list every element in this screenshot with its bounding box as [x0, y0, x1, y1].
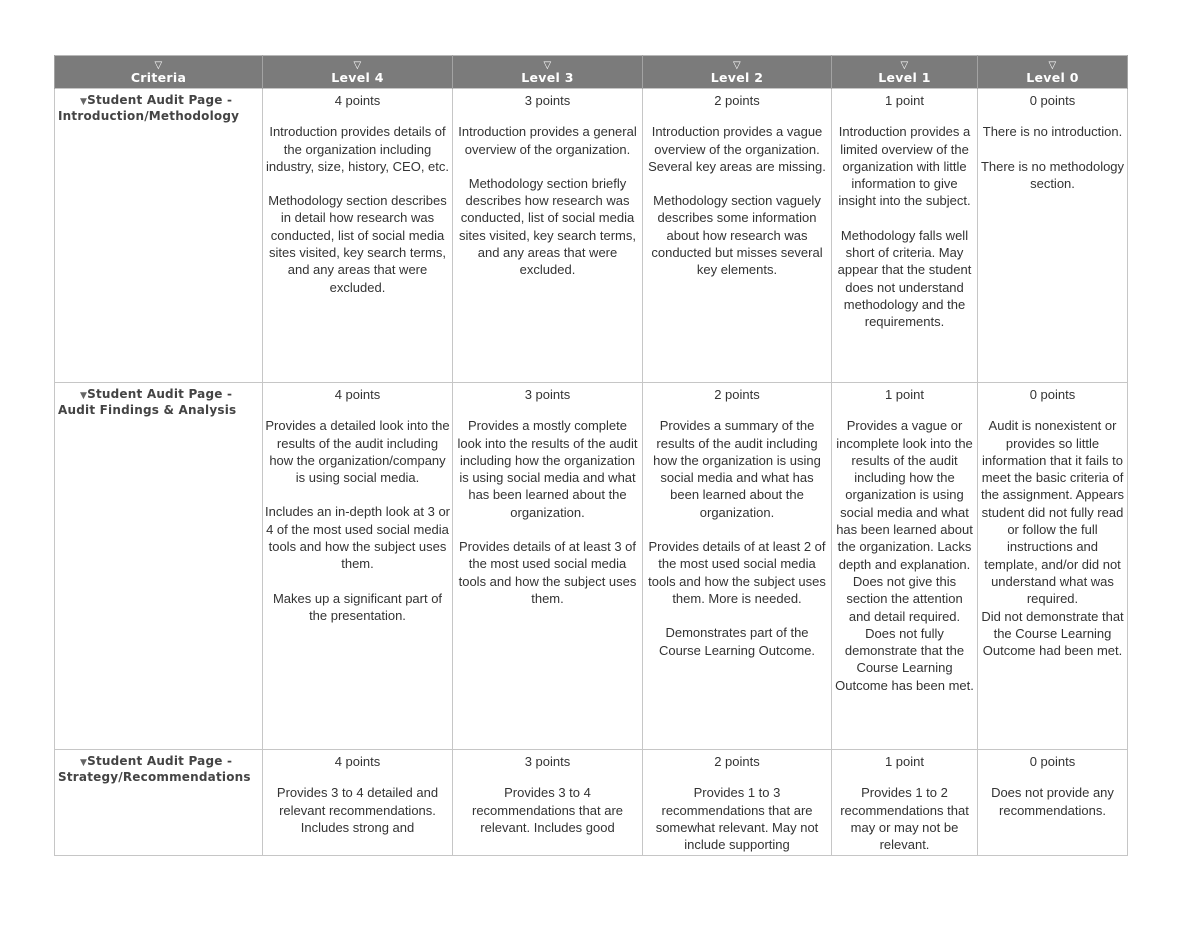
rating-cell-level-4[interactable]: [263, 750, 453, 856]
sort-triangle-icon[interactable]: ▽: [154, 60, 163, 71]
criterion-cell: [55, 750, 263, 856]
criterion-title-line2: Introduction/Methodology: [58, 109, 240, 123]
points-label: 0 points: [1029, 387, 1076, 402]
rating-cell-level-3[interactable]: [453, 89, 643, 383]
column-header-level-4[interactable]: ▽ Level 4: [263, 56, 453, 89]
rating-description: Provides details of at least 3 of the most used social media tools and how the subject uses them.: [458, 539, 637, 606]
rubric-table: [54, 55, 1128, 856]
rating-description: There is no introduction.: [982, 124, 1123, 140]
rating-cell-level-0[interactable]: [978, 89, 1128, 383]
criterion-title-line1: Student Audit Page -: [87, 387, 233, 401]
points-label: 2 points: [714, 754, 760, 769]
rating-description: Methodology section vaguely describes some information about how research was conducted but misses several key elements.: [651, 193, 823, 278]
rating-description: Introduction provides a general overview of the organization.: [458, 124, 637, 157]
rating-description: Methodology section describes in detail how research was conducted, list of social media sites visited, key search terms, and any areas that were excluded.: [268, 193, 447, 295]
rating-description: There is no methodology section.: [980, 158, 1125, 191]
points-label: 2 points: [714, 93, 760, 108]
criterion-title-line1: Student Audit Page -: [87, 754, 233, 768]
points-label: 4 points: [334, 754, 381, 769]
sort-triangle-icon[interactable]: ▽: [1048, 60, 1057, 71]
rating-description: Provides a vague or incomplete look into the results of the audit including how the organization is using social media and what has been learned about the organization. Lacks depth and explanation. Does not give this section the attention and detail required. Does not fully demonstrate that the Course Learning Outcome has been met.: [835, 418, 974, 693]
rating-description: Introduction provides a limited overview of the organization with little information to give insight into the subject.: [838, 124, 971, 209]
rating-description: Audit is nonexistent or provides so little information that it fails to meet the basic criteria of the assignment. Appears student did not fully read or follow the full instructions and template, and/or did not understand what was required. Did not demonstrate that the Course Learning Outcome had been met.: [980, 418, 1125, 659]
rubric-body: [55, 89, 1128, 856]
points-label: 3 points: [524, 387, 571, 402]
rating-cell-level-1[interactable]: [832, 750, 978, 856]
points-label: 4 points: [334, 93, 381, 108]
rating-description: Does not provide any recommendations.: [991, 785, 1114, 818]
rating-description: Provides details of at least 2 of the most used social media tools and how the subject uses them. More is needed.: [648, 539, 826, 606]
collapse-triangle-icon[interactable]: ▼: [80, 97, 88, 107]
sort-triangle-icon[interactable]: ▽: [543, 60, 552, 71]
column-header-criteria[interactable]: ▽ Criteria: [55, 56, 263, 89]
criterion-title-line2: Audit Findings & Analysis: [58, 403, 237, 417]
rating-cell-level-0[interactable]: [978, 750, 1128, 856]
rating-description: Provides a mostly complete look into the results of the audit including how the organization is using social media and what has been learned about the organization.: [457, 418, 638, 520]
rating-description: Methodology falls well short of criteria. May appear that the student does not understand methodology and the requirements.: [837, 227, 972, 330]
column-header-level-0[interactable]: ▽ Level 0: [978, 56, 1128, 89]
points-label: 4 points: [334, 387, 381, 402]
header-row: [55, 56, 1128, 89]
rating-description: Introduction provides a vague overview of the organization. Several key areas are missing.: [648, 124, 826, 174]
rating-description: Makes up a significant part of the presentation.: [272, 590, 443, 623]
criterion-cell: [55, 383, 263, 750]
rating-description: Introduction provides details of the organization including industry, size, history, CEO, etc.: [265, 124, 449, 174]
rating-description: Demonstrates part of the Course Learning Outcome.: [658, 625, 816, 658]
points-label: 1 point: [884, 754, 925, 769]
rubric-row: [55, 750, 1128, 856]
rating-cell-level-2[interactable]: [643, 89, 832, 383]
rating-description: Provides 3 to 4 detailed and relevant recommendations. Includes strong and: [276, 785, 439, 835]
rating-description: Provides 1 to 3 recommendations that are somewhat relevant. May not include supporting: [655, 785, 819, 853]
criterion-cell: [55, 89, 263, 383]
points-label: 0 points: [1029, 754, 1076, 769]
sort-triangle-icon[interactable]: ▽: [353, 60, 362, 71]
rating-cell-level-0[interactable]: [978, 383, 1128, 750]
criterion-title-line1: Student Audit Page -: [87, 93, 233, 107]
rating-cell-level-4[interactable]: [263, 89, 453, 383]
rating-cell-level-1[interactable]: [832, 383, 978, 750]
sort-triangle-icon[interactable]: ▽: [733, 60, 741, 71]
rating-cell-level-2[interactable]: [643, 750, 832, 856]
rating-description: Includes an in-depth look at 3 or 4 of the most used social media tools and how the subject uses them.: [265, 504, 451, 572]
rating-description: Provides a detailed look into the results of the audit including how the organization/company is using social media.: [265, 418, 450, 486]
points-label: 0 points: [1029, 93, 1076, 108]
points-label: 3 points: [524, 754, 571, 769]
rating-description: Methodology section briefly describes how research was conducted, list of social media sites visited, key search terms, and any areas that were excluded.: [459, 175, 636, 278]
rating-description: Provides 3 to 4 recommendations that are relevant. Includes good: [471, 785, 624, 835]
rubric-row: [55, 383, 1128, 750]
rating-description: Provides 1 to 2 recommendations that may or may not be relevant.: [840, 785, 969, 853]
rating-cell-level-1[interactable]: [832, 89, 978, 383]
points-label: 2 points: [714, 387, 760, 402]
points-label: 3 points: [524, 93, 571, 108]
column-header-level-1[interactable]: ▽ Level 1: [832, 56, 978, 89]
points-label: 1 point: [884, 387, 925, 402]
collapse-triangle-icon[interactable]: ▼: [80, 758, 88, 768]
points-label: 1 point: [884, 93, 925, 108]
column-header-level-2[interactable]: ▽ Level 2: [643, 56, 832, 89]
criterion-title-line2: Strategy/Recommendations: [58, 770, 251, 784]
rating-cell-level-4[interactable]: [263, 383, 453, 750]
rubric-row: [55, 89, 1128, 383]
rating-cell-level-3[interactable]: [453, 383, 643, 750]
rating-description: Provides a summary of the results of the audit including how the organization is using social media and what has been learned about the organization.: [653, 418, 821, 520]
sort-triangle-icon[interactable]: ▽: [900, 60, 909, 71]
collapse-triangle-icon[interactable]: ▼: [80, 391, 88, 401]
rating-cell-level-3[interactable]: [453, 750, 643, 856]
rating-cell-level-2[interactable]: [643, 383, 832, 750]
column-header-level-3[interactable]: ▽ Level 3: [453, 56, 643, 89]
